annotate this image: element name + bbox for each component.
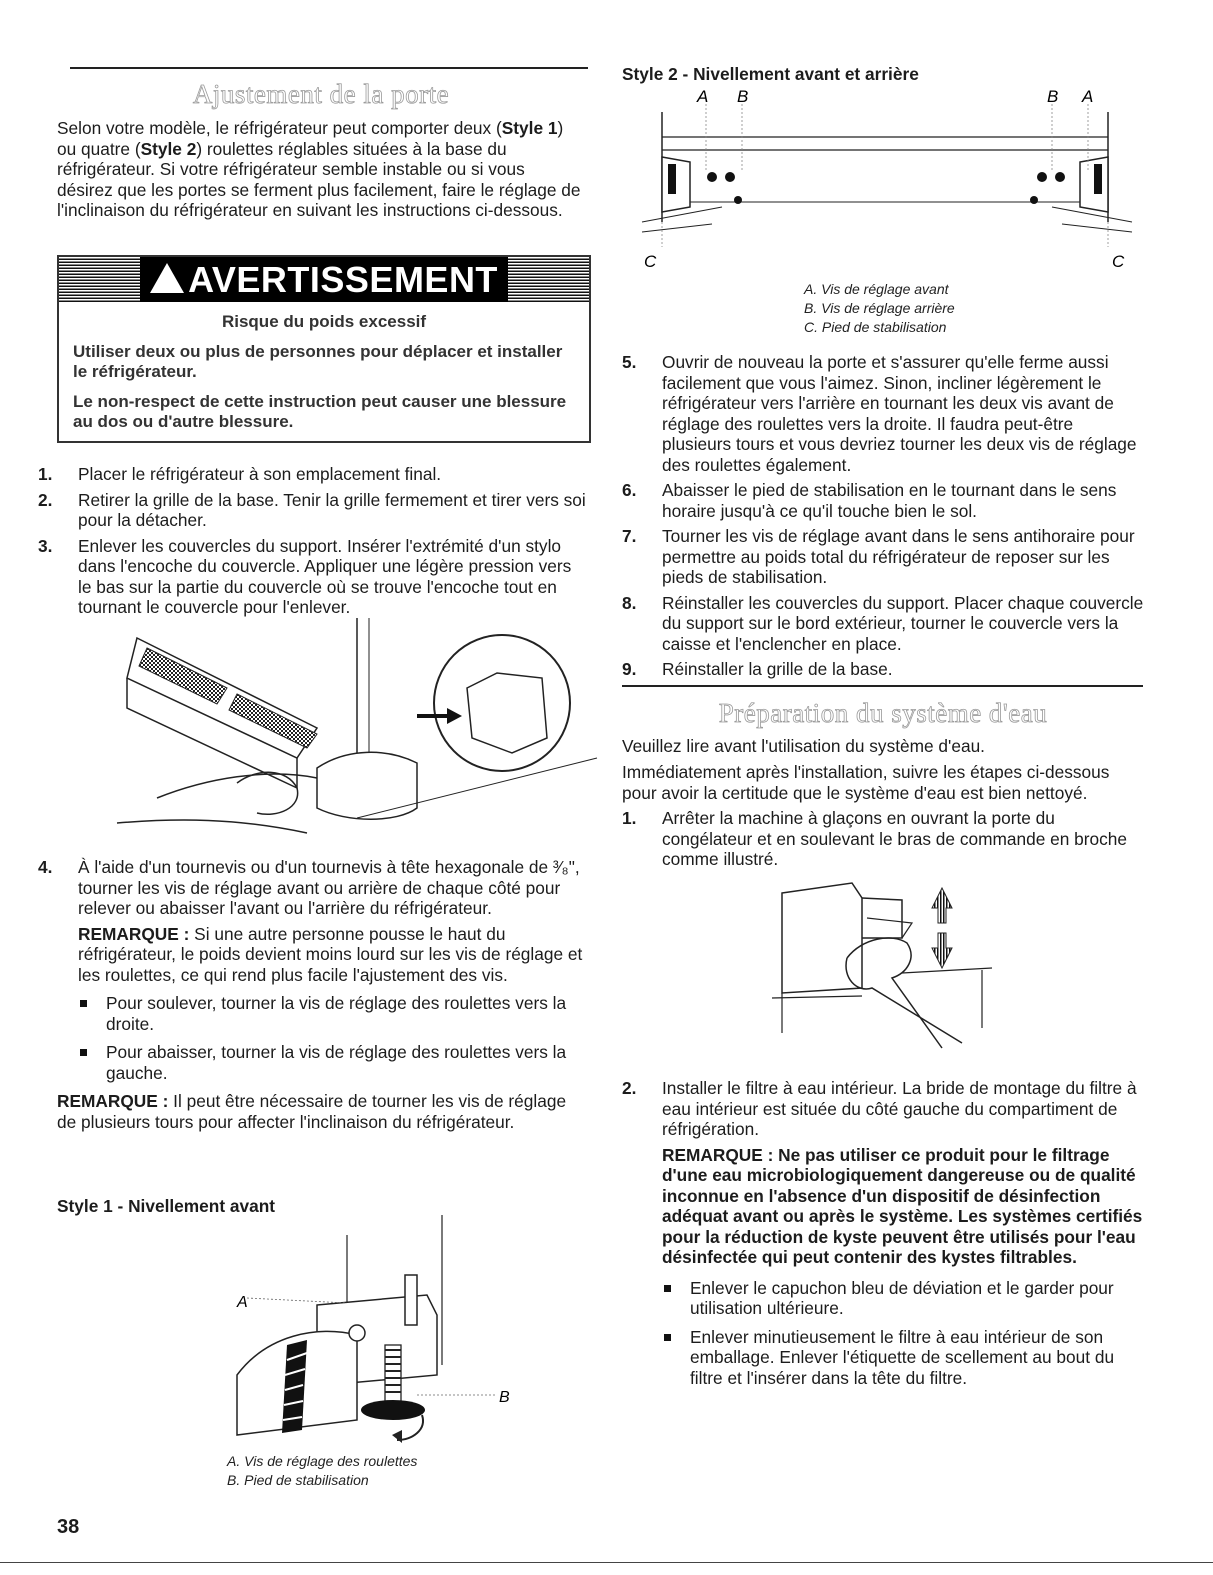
style-2-label-a-right: A: [1082, 87, 1094, 106]
list-item: 2. Installer le filtre à eau intérieur. La bride de montage du filtre à eau intérieur est située du côté gauche du compartiment de réfrigération.: [622, 1078, 1137, 1139]
section-divider-right: [622, 685, 1143, 687]
list-item: 3. Enlever les couvercles du support. Insérer l'extrémité d'un stylo dans l'encoche du couvercle. Appliquer une légère pression vers le bas sur la partie du couvercle où se trouve l'encoche tout en tournant le couvercle pour l'enlever.: [38, 535, 572, 617]
list-item: Pour soulever, tourner la vis de réglage des roulettes vers la droite.: [78, 993, 588, 1034]
warning-header: [59, 257, 589, 302]
style-1-caption-a: A. Vis de réglage des roulettes: [227, 1453, 418, 1469]
cover-removal-illustration: [117, 618, 597, 858]
style-1-heading: Style 1 - Nivellement avant: [57, 1196, 276, 1216]
style-1-caption-b: B. Pied de stabilisation: [227, 1472, 369, 1488]
water-step-2-block: [622, 1078, 1144, 1396]
section-title-door-adjustment: Ajustement de la porte: [192, 79, 450, 109]
style-1-label-a: A: [237, 1294, 248, 1311]
style-2-caption-a: A. Vis de réglage avant: [804, 281, 949, 297]
steps-list-5-9: [622, 352, 1144, 685]
step-4-bullets: [38, 993, 588, 1083]
warning-triangle-icon: [150, 263, 184, 293]
style-2-heading: Style 2 - Nivellement avant et arrière: [622, 64, 919, 84]
list-item: 2. Retirer la grille de la base. Tenir la grille fermement et tirer vers soi pour la détacher.: [38, 489, 586, 530]
page-number: 38: [57, 1516, 80, 1538]
list-item: 8. Réinstaller les couvercles du support. Placer chaque couvercle du support sur le bord extérieur, tourner le couvercle vers la caisse et l'enclencher en place.: [622, 592, 1144, 654]
list-item: 1. Arrêter la machine à glaçons en ouvrant la porte du congélateur et en soulevant le bras de commande en broche comme illustré.: [622, 808, 1127, 869]
water-step-1-list: [622, 808, 1144, 875]
style-2-label-c-left: C: [644, 252, 657, 271]
ice-maker-illustration: [772, 878, 1002, 1058]
style-2-illustration: [642, 82, 1132, 272]
water-intro-1: Veuillez lire avant l'utilisation du système d'eau.: [622, 736, 985, 756]
list-item: Enlever minutieusement le filtre à eau intérieur de son emballage. Enlever l'étiquette de scellement au bout du filtre et l'insérer dans la tête du filtre.: [662, 1327, 1144, 1389]
style-2-label-a-left: A: [697, 87, 709, 106]
intro-paragraph: Selon votre modèle, le réfrigérateur peut comporter deux (Style 1) ou quatre (Style 2) roulettes réglables situées à la base du réfrigérateur. Si votre réfrigérateur semble instable ou si vous désirez que les portes se ferment plus facilement, faire le réglage de l'inclinaison du réfrigérateur en suivant les instructions ci-dessous.: [57, 118, 581, 220]
note-2: REMARQUE : Il peut être nécessaire de tourner les vis de réglage de plusieurs tours pour affecter l'inclinaison du réfrigérateur.: [57, 1091, 567, 1132]
section-title-water-system: Préparation du système d'eau: [718, 698, 1048, 728]
water-intro-2: Immédiatement après l'installation, suivre les étapes ci-dessous pour avoir la certitude que le système d'eau est bien nettoyé.: [622, 762, 1110, 803]
water-step-2-list: [622, 1078, 1144, 1140]
list-item: Enlever le capuchon bleu de déviation et le garder pour utilisation ultérieure.: [662, 1278, 1144, 1319]
steps-list-4: [38, 857, 588, 919]
warning-risk: Risque du poids excessif: [221, 312, 427, 331]
list-item: 4. À l'aide d'un tournevis ou d'un tournevis à tête hexagonale de ³⁄₈", tourner les vis de réglage avant ou arrière de chaque côté pour relever ou abaisser l'avant ou l'arrière du réfrigérateur.: [38, 857, 580, 918]
note-1: REMARQUE : Si une autre personne pousse le haut du réfrigérateur, le poids devient moins lourd sur les vis de réglage et les roulettes, ce qui rend plus facile l'ajustement des vis.: [78, 923, 583, 985]
list-item: Pour abaisser, tourner la vis de réglage des roulettes vers la gauche.: [78, 1042, 588, 1083]
style-2-label-c-right: C: [1112, 252, 1125, 271]
warning-title: AVERTISSEMENT: [140, 257, 508, 302]
water-step-2-bullets: [622, 1278, 1144, 1389]
bottom-rule: [0, 1562, 1213, 1563]
list-item: 6. Abaisser le pied de stabilisation en le tournant dans le sens horaire jusqu'à ce qu'il touche bien le sol.: [622, 480, 1117, 521]
step-4-block: [38, 857, 588, 1138]
list-item: 5. Ouvrir de nouveau la porte et s'assurer qu'elle ferme aussi facilement que vous l'aimez. Sinon, incliner légèrement le réfrigérateur vers l'arrière en tournant les deux vis avant de réglage des roulettes vers la droite. Il faudra peut-être plusieurs tours et vous devriez tourner les deux vis de réglage des roulettes également.: [622, 352, 1137, 475]
style-2-label-b-left: B: [737, 87, 749, 106]
warning-body: [59, 302, 589, 432]
warning-line-2: Le non-respect de cette instruction peut causer une blessure au dos ou d'autre blessure.: [73, 392, 567, 431]
style-2-caption-c: C. Pied de stabilisation: [804, 319, 947, 335]
top-rule-left: [70, 67, 588, 69]
list-item: 7. Tourner les vis de réglage avant dans le sens antihoraire pour permettre au poids total du réfrigérateur de reposer sur les pieds de stabilisation.: [622, 526, 1135, 587]
style-1-illustration: [177, 1215, 510, 1445]
list-item: 9. Réinstaller la grille de la base.: [622, 659, 893, 679]
warning-line-1: Utiliser deux ou plus de personnes pour déplacer et installer le réfrigérateur.: [73, 342, 563, 381]
style-2-label-b-right: B: [1047, 87, 1059, 106]
warning-box: [57, 255, 591, 443]
list-item: 1. Placer le réfrigérateur à son emplacement final.: [38, 464, 442, 484]
style-2-caption-b: B. Vis de réglage arrière: [804, 300, 955, 316]
style-1-label-b: B: [499, 1389, 510, 1406]
water-note: REMARQUE : Ne pas utiliser ce produit pour le filtrage d'une eau microbiologiquement dangereuse ou de qualité inconnue en l'absence d'un dispositif de désinfection adéquat avant ou après le système. Les systèmes certifiés pour la réduction de kyste peuvent être utilisés pour l'eau désinfectée qui peut contenir des kystes filtrables.: [662, 1144, 1143, 1267]
steps-list-1-3: [38, 464, 588, 623]
